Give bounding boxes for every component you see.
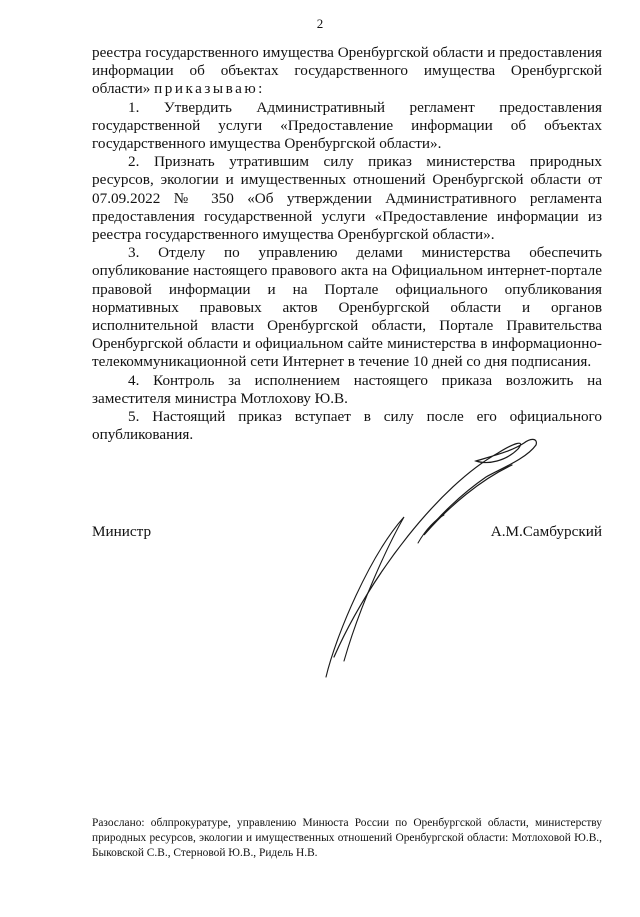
intro-paragraph — [92, 44, 602, 99]
item-2: 2. Признать утратившим силу приказ министерства природных ресурсов, экологии и имущественных отношений Оренбургской области от 07.09.2022 № 350 «Об утверждении Административного регламента предоставления государственной услуги «Предоставление информации из реестра государственного имущества Оренбургской области». — [92, 153, 602, 244]
order-word: приказываю: — [154, 80, 265, 98]
signer-title: Министр — [92, 523, 152, 540]
page-number: 2 — [316, 16, 324, 31]
item-5: 5. Настоящий приказ вступает в силу после его официального опубликования. — [92, 408, 602, 444]
item-1: 1. Утвердить Административный регламент предоставления государственной услуги «Предоставление информации об объектах государственного имущества Оренбургской области». — [92, 98, 602, 153]
handwritten-signature — [300, 425, 550, 685]
item-4: 4. Контроль за исполнением настоящего приказа возложить на заместителя министра Мотлохову Ю.В. — [92, 371, 602, 407]
signer-name: А.М.Самбурский — [490, 523, 602, 540]
intro-text: реестра государственного имущества Оренбургской области и предоставления информации об объектах государственного имущества Оренбургской области» — [92, 44, 602, 98]
item-3: 3. Отделу по управлению делами министерства обеспечить опубликование настоящего правового акта на Официальном интернет-портале правовой информации и на Портале официального опубликования нормативных правовых актов Оренбургской области и органов исполнительной власти Оренбургской области, Портале Правительства Оренбургской области и официальном сайте министерства в информационно-телекоммуникационной сети Интернет в течение 10 дней со дня подписания. — [92, 244, 602, 371]
distribution-list: Разослано: облпрокуратуре, управлению Минюста России по Оренбургской области, министерству природных ресурсов, экологии и имущественных отношений Оренбургской области: Мотлоховой Ю.В., Быковской С.В., Стерновой Ю.В., Ридель Н.В. — [92, 817, 602, 859]
document-body — [92, 44, 602, 444]
